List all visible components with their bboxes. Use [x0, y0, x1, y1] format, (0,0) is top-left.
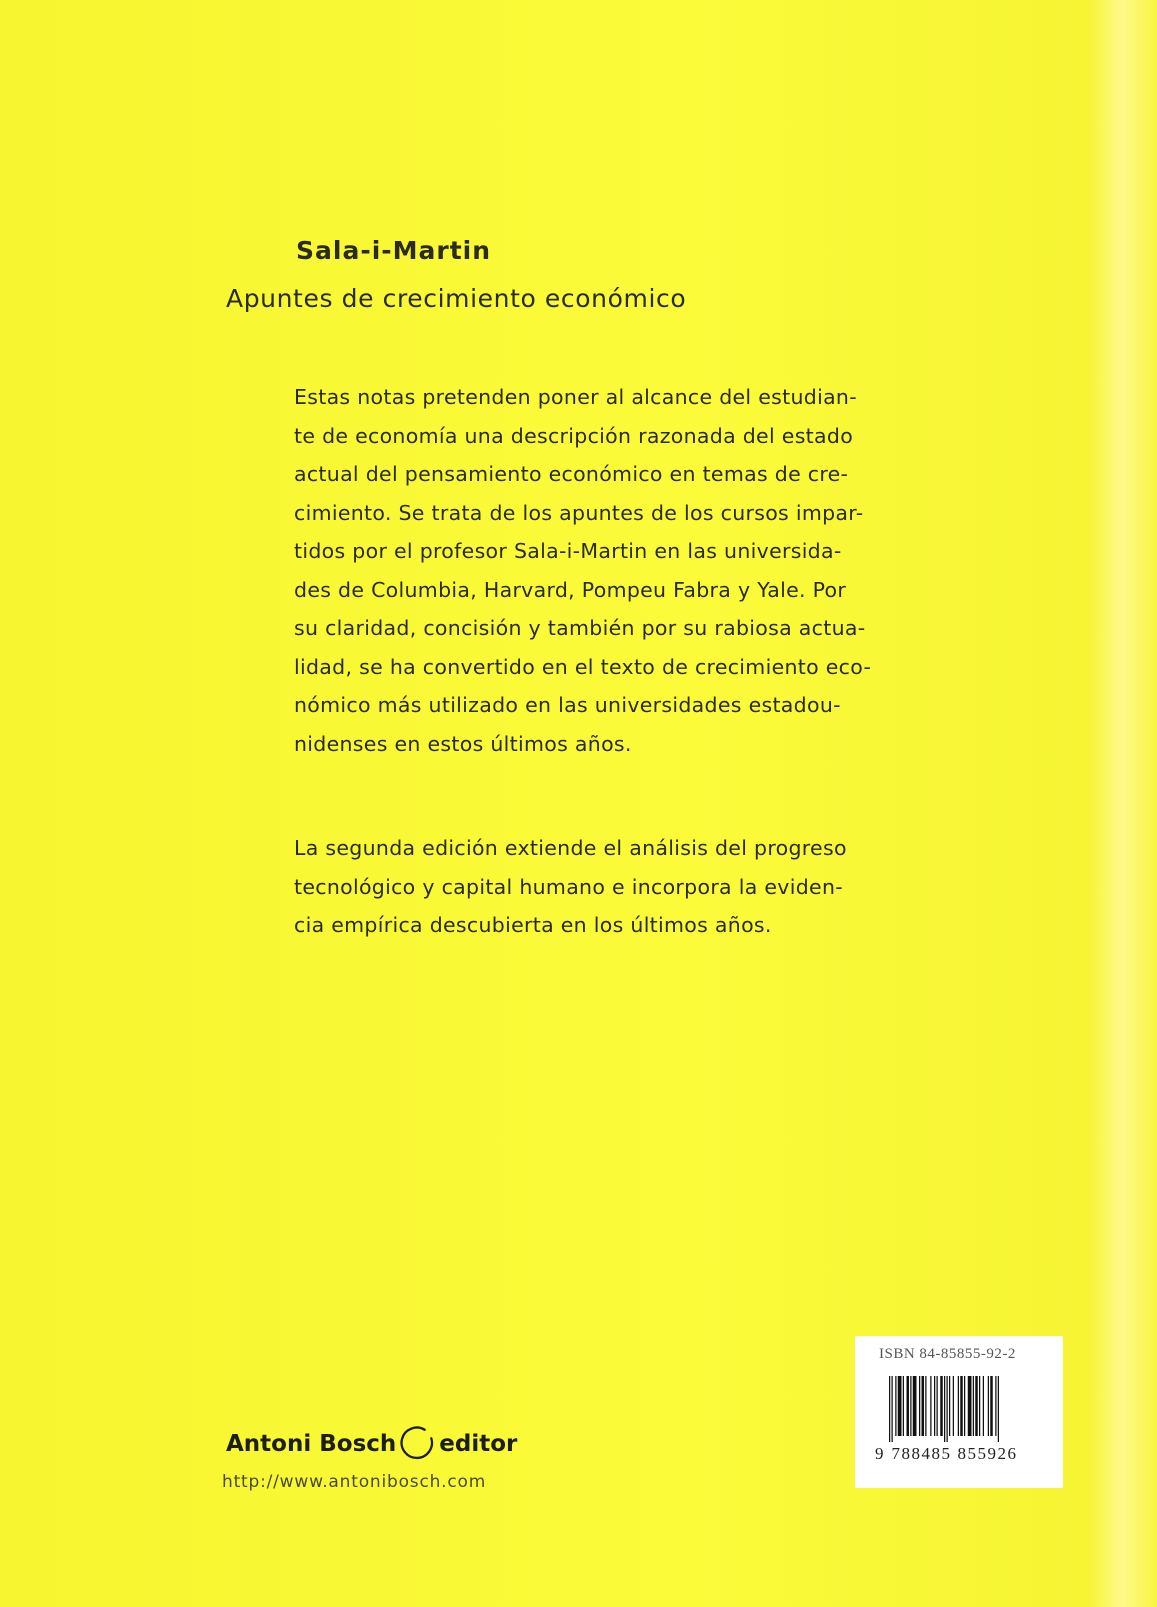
barcode-bar: [964, 1376, 965, 1436]
text-line: La segunda edición extiende el análisis del progreso: [294, 836, 847, 860]
text-line: des de Columbia, Harvard, Pompeu Fabra y Yale. Por: [294, 577, 847, 602]
barcode-digit-first: 9: [875, 1444, 884, 1463]
barcode-bar: [910, 1376, 911, 1436]
description-paragraph-2: [294, 829, 894, 945]
barcode-bar: [968, 1376, 972, 1436]
barcode-bar: [919, 1376, 920, 1436]
text-line: Estas notas pretenden poner al alcance del estudian-: [294, 385, 857, 409]
barcode-digits: [875, 1444, 1055, 1464]
barcode-bar: [998, 1376, 999, 1442]
barcode-bar: [895, 1376, 896, 1436]
publisher-name-right: editor: [439, 1431, 518, 1457]
text-line: tecnológico y capital humano e incorpora la eviden-: [294, 874, 843, 899]
text-line: cimiento. Se trata de los apuntes de los cursos impar-: [294, 500, 864, 525]
publisher-logo: [226, 1424, 517, 1464]
barcode-bar: [889, 1376, 890, 1442]
text-line: tidos por el profesor Sala-i-Martin en las universida-: [294, 539, 842, 563]
author-name: Sala-i-Martin: [296, 236, 492, 265]
barcode-bar: [913, 1376, 917, 1436]
book-title: Apuntes de crecimiento económico: [226, 284, 687, 313]
description-paragraph-1: [294, 378, 894, 763]
barcode-bar: [937, 1376, 938, 1436]
barcode-bar: [907, 1376, 910, 1436]
barcode-digit-group-2: 855926: [957, 1444, 1018, 1463]
text-line: nómico más utilizado en las universidades estadou-: [294, 693, 841, 717]
barcode-bar: [940, 1376, 943, 1436]
text-line: su claridad, concisión y también por su rabiosa actua-: [294, 616, 866, 640]
barcode-bar: [903, 1376, 904, 1436]
barcode-bar: [960, 1376, 963, 1436]
barcode-bar: [925, 1376, 926, 1436]
barcode-icon: [889, 1376, 1041, 1442]
text-line: te de economía una descripción razonada del estado: [294, 423, 854, 448]
text-line: actual del pensamiento económico en temas de cre-: [294, 462, 849, 486]
barcode-bar: [922, 1376, 925, 1436]
barcode-bar: [995, 1376, 996, 1436]
barcode-bar: [975, 1376, 978, 1436]
barcode-bar: [988, 1376, 989, 1436]
text-line: lidad, se ha convertido en el texto de crecimiento eco-: [294, 654, 872, 679]
barcode-bar: [979, 1376, 980, 1436]
text-line: cia empírica descubierta en los últimos años.: [294, 913, 772, 937]
text-line: nidenses en estos últimos años.: [294, 731, 632, 756]
isbn-number: ISBN 84-85855-92-2: [879, 1346, 1016, 1362]
barcode-bar: [990, 1376, 993, 1436]
barcode-bar: [944, 1376, 945, 1442]
barcode-bar: [953, 1376, 954, 1436]
barcode-bar: [934, 1376, 935, 1436]
barcode-bar: [973, 1376, 974, 1436]
barcode-bar: [983, 1376, 984, 1436]
ring-icon: [399, 1425, 437, 1463]
publisher-url: http://www.antonibosch.com: [222, 1472, 487, 1492]
barcode-bar: [898, 1376, 902, 1436]
barcode-bar: [947, 1376, 948, 1442]
barcode-bar: [930, 1376, 931, 1436]
barcode-bar: [958, 1376, 959, 1436]
barcode-label: [855, 1336, 1063, 1488]
publisher-name-left: Antoni Bosch: [226, 1431, 397, 1457]
barcode-digit-group-1: 788485: [891, 1444, 952, 1463]
barcode-bar: [892, 1376, 893, 1442]
barcode-bar: [949, 1376, 950, 1436]
